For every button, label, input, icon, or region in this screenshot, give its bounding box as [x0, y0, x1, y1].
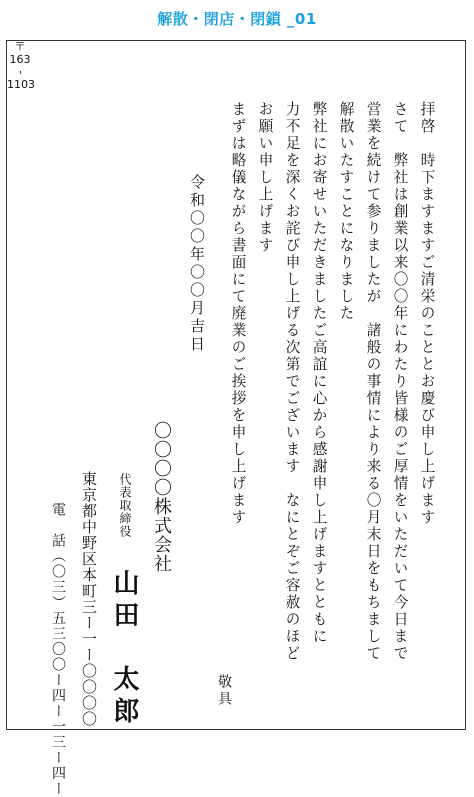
- postal-dash: -: [14, 70, 28, 75]
- letter-line-1: 拝啓 時下ますますご清栄のこととお慶び申し上げます: [418, 101, 436, 526]
- sender-phone: 電 話（〇三）五三〇〇ー四ー一三ー四ー: [50, 502, 66, 797]
- letter-line-8: まずは略儀ながら書面にて廃業のご挨拶を申し上げます: [229, 101, 247, 526]
- letter-line-7: お願い申し上げます: [256, 101, 274, 254]
- letter-line-3: 営業を続けて参りましたが 諸般の事情により来る〇月末日をもちまして: [364, 101, 382, 662]
- postal-code-bottom: 1103: [7, 77, 35, 91]
- postal-code-top: 163: [9, 52, 31, 66]
- letter-line-2: さて 弊社は創業以来〇〇年にわたり皆様のご厚情をいただいて今日まで: [391, 101, 409, 662]
- sender-address: 東京都中野区本町三ー一ー〇〇〇〇: [80, 471, 98, 727]
- closing-word: 敬具: [216, 674, 232, 708]
- letter-line-5: 弊社にお寄せいただきましたご高誼に心から感謝申し上げますとともに: [310, 101, 328, 645]
- letter-date: 令和〇〇年〇〇月吉日: [188, 174, 206, 354]
- page-title: 解散・閉店・閉鎖 _01: [157, 10, 317, 28]
- letter-line-6: 力不足を深くお詫び申し上げる次第でございます なにとぞご容赦のほど: [283, 101, 301, 662]
- postal-mark: 〒: [14, 40, 26, 53]
- postal-code: [7, 41, 33, 92]
- company-name: 〇〇〇〇株式会社: [151, 421, 172, 573]
- letter-card: [6, 40, 466, 797]
- representative-title: 代表取締役: [118, 473, 132, 538]
- letter-line-4: 解散いたすことになりました: [337, 101, 355, 322]
- representative-name: 山田 太郎: [109, 569, 139, 729]
